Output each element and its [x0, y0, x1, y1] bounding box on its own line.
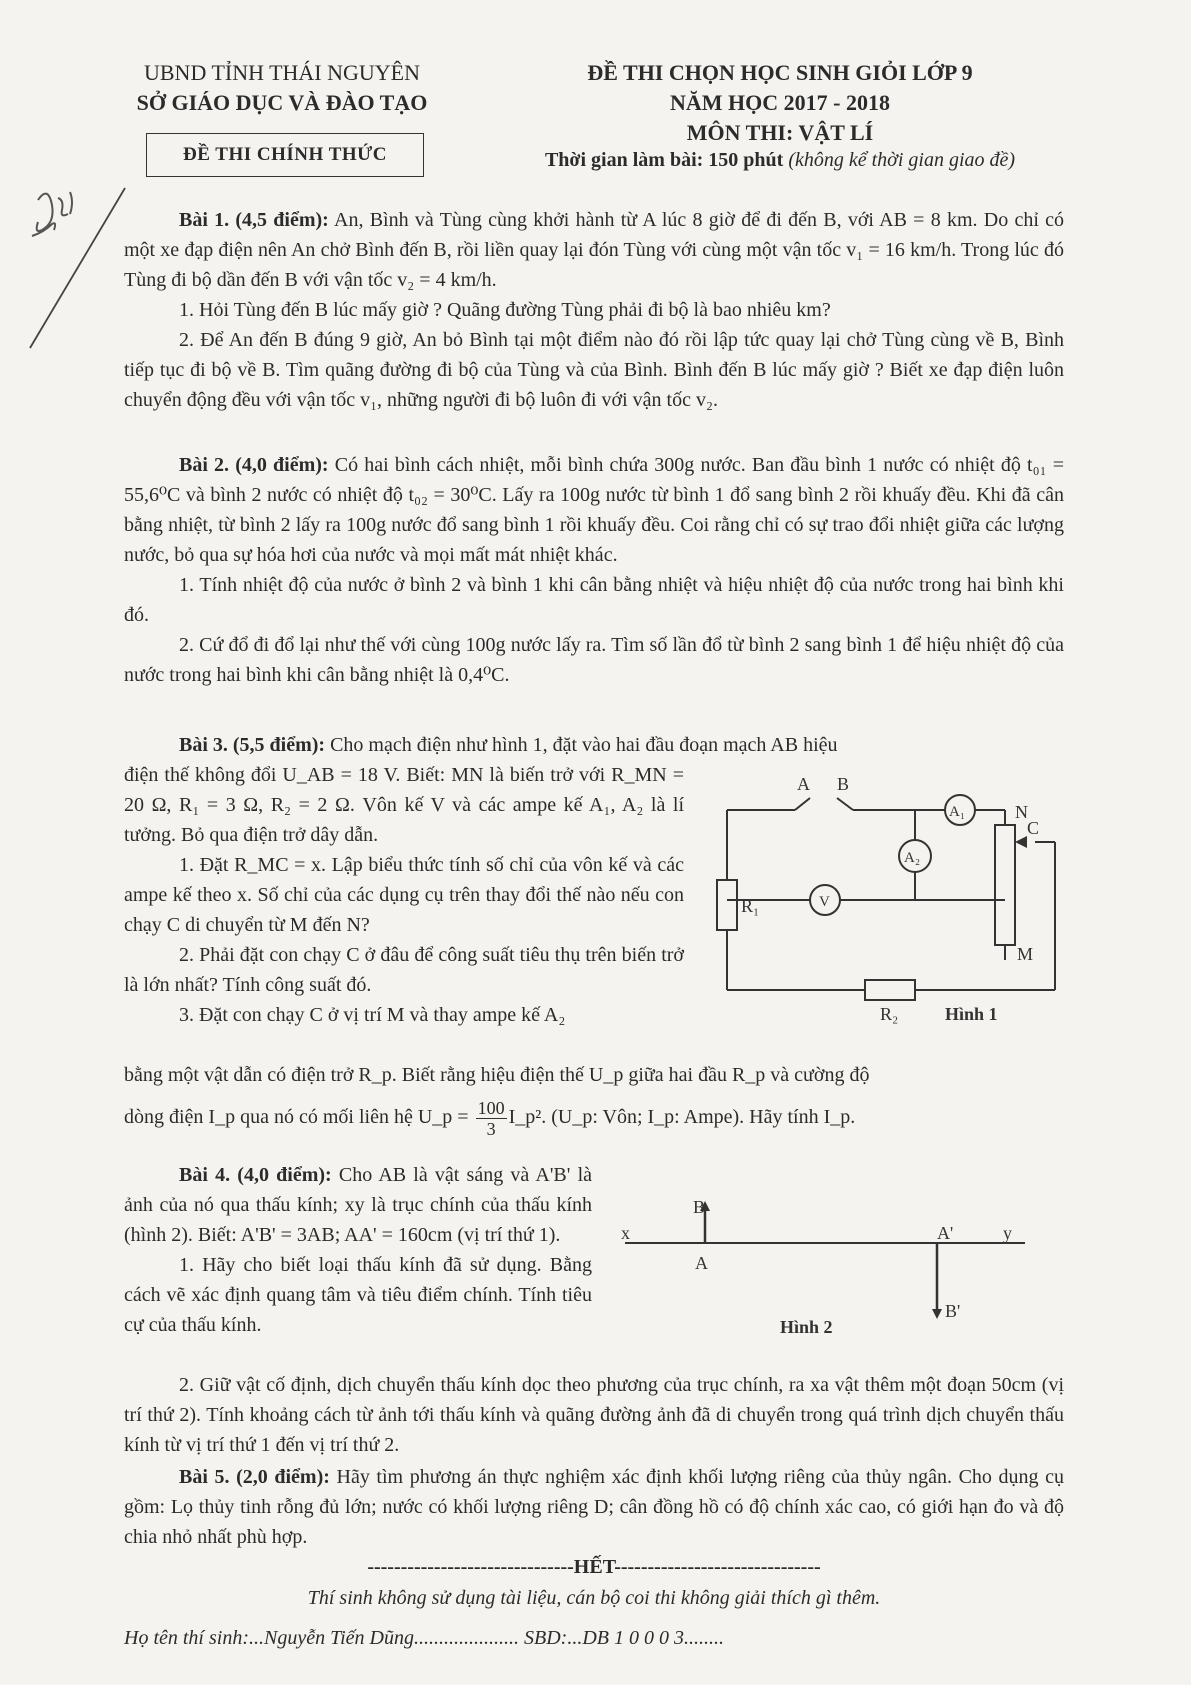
subject: MÔN THI: VẬT LÍ — [686, 120, 874, 145]
label-a1: A₁ — [949, 804, 966, 820]
exam-title: ĐỀ THI CHỌN HỌC SINH GIỎI LỚP 9 — [587, 60, 973, 85]
official-label: ĐỀ THI CHÍNH THỨC — [146, 133, 424, 177]
problem-5-text — [124, 1462, 1064, 1552]
problem-4-left — [124, 1160, 592, 1340]
footer-note: Thí sinh không sử dụng tài liệu, cán bộ coi thi không giải thích gì thêm. — [307, 1587, 881, 1609]
problem-4-text: Cho AB là vật sáng và A'B' là ảnh của nó qua thấu kính; xy là trục chính của thấu kính (hình 2). Biết: A'B' = 3AB; AA' = 160cm (vị trí thứ 1). — [124, 1164, 593, 1246]
label-b-object: B — [693, 1197, 706, 1217]
problem-1-heading: Bài 1. (4,5 điểm): — [179, 209, 329, 231]
problem-3-q3a: 3. Đặt con chạy C ở vị trí M và thay ampe kế A₂ — [179, 1004, 566, 1026]
problem-1 — [124, 205, 1064, 415]
label-c: C — [1027, 818, 1040, 838]
formula-fraction — [476, 1098, 507, 1139]
problem-2-q2: 2. Cứ đổ đi đổ lại như thế với cùng 100g nước lấy ra. Tìm số lần đổ từ bình 2 sang bình 1 để hiệu nhiệt độ của nước trong hai bình khi cân bằng nhiệt là 0,4⁰C. — [124, 634, 1064, 686]
problem-1-q1: 1. Hỏi Tùng đến B lúc mấy giờ ? Quãng đường Tùng phải đi bộ là bao nhiêu km? — [179, 299, 831, 321]
time-limit-note: (không kể thời gian giao đề) — [788, 149, 1016, 171]
label-r2: R₂ — [880, 1004, 899, 1024]
issuer-line2: SỞ GIÁO DỤC VÀ ĐÀO TẠO — [136, 90, 428, 115]
time-limit-label: Thời gian làm bài: 150 phút — [544, 149, 784, 171]
problem-1-text: An, Bình và Tùng cùng khởi hành từ A lúc 8 giờ để đi đến B, với AB = 8 km. Do chỉ có một xe đạp điện nên An chở Bình đến B, rồi liền quay lại đón Tùng với cùng một vận tốc v₁ = 16 km/h. Trong lúc đó Tùng đi bộ dần đến B với vận tốc v₂ = 4 km/h. — [124, 209, 1065, 291]
problem-2-heading: Bài 2. (4,0 điểm): — [179, 454, 329, 476]
problem-3-q3c-pre: dòng điện I_p qua nó có mối liên hệ — [124, 1106, 413, 1129]
problem-5 — [124, 1462, 1064, 1552]
problem-3 — [124, 730, 1064, 760]
end-marker: -------------------------------HẾT------------------------------- — [367, 1556, 821, 1578]
lens-figure — [615, 1195, 1035, 1345]
problem-4-intro — [124, 1160, 592, 1250]
formula-denominator: 3 — [486, 1119, 496, 1139]
problem-4-q2: 2. Giữ vật cố định, dịch chuyển thấu kính dọc theo phương của trục chính, ra xa vật thêm một đoạn 50cm (vị trí thứ 2). Tính khoảng cách từ ảnh tới thấu kính và quãng đường ảnh đã di chuyển trong quá trình dịch chuyển thấu kính từ vị trí thứ 1 đến vị trí thứ 2. — [124, 1374, 1064, 1456]
problem-3-text-a: Cho mạch điện như hình 1, đặt vào hai đầu đoạn mạch AB hiệu — [330, 734, 838, 756]
issuer-block — [112, 58, 452, 118]
problem-2-text: Có hai bình cách nhiệt, mỗi bình chứa 300g nước. Ban đầu bình 1 nước có nhiệt độ t₀₁ = 55,6⁰C và bình 2 nước có nhiệt độ t₀₂ = 30⁰C. Lấy ra 100g nước từ bình 1 đổ sang bình 2 rồi khuấy đều. Khi đã cân bằng nhiệt, từ bình 2 lấy ra 100g nước đổ sang bình 1 rồi khuấy đều. Coi rằng chỉ có sự trao đổi nhiệt giữa các lượng nước, bỏ qua sự hóa hơi của nước và mọi mất mát nhiệt khác. — [124, 454, 1065, 566]
problem-3-intro-b: điện thế không đổi U_AB = 18 V. Biết: MN là biến trở với R_MN = 20 Ω, R₁ = 3 Ω, R₂ = 2 Ω. Vôn kế V và các ampe kế A₁, A₂ là lí tưởng. Bỏ qua điện trở dây dẫn. — [124, 764, 684, 846]
formula-rhs: I_p². — [508, 1106, 547, 1129]
problem-3-left — [124, 760, 684, 1030]
problem-2-q1: 1. Tính nhiệt độ của nước ở bình 2 và bình 1 khi cân bằng nhiệt và hiệu nhiệt độ của nước trong hai bình khi đó. — [124, 574, 1064, 626]
problem-2-intro — [124, 450, 1064, 570]
label-b: B — [837, 774, 850, 794]
problem-3-q3c-post: (U_p: Vôn; I_p: Ampe). Hãy tính I_p. — [551, 1106, 856, 1129]
problem-4-bottom — [124, 1370, 1064, 1460]
label-a-image: A' — [937, 1223, 954, 1243]
time-limit — [470, 149, 1090, 172]
label-y: y — [1003, 1223, 1012, 1243]
label-a2: A₂ — [904, 850, 921, 866]
problem-1-q2: 2. Để An đến B đúng 9 giờ, An bỏ Bình tại một điểm nào đó rồi lập tức quay lại chở Tùng cùng về B, Bình tiếp tục đi bộ về B. Tìm quãng đường đi bộ của Tùng và của Bình. Bình đến B lúc mấy giờ ? Biết xe đạp điện luôn chuyển động đều với vận tốc v₁, những người đi bộ luôn đi với vận tốc v₂. — [124, 329, 1064, 411]
candidate-number-label: SBD: — [524, 1627, 568, 1649]
handwritten-signature — [10, 170, 140, 370]
exam-title-block — [470, 58, 1090, 148]
candidate-name: ...Nguyễn Tiến Dũng..................... — [249, 1627, 519, 1649]
problem-2 — [124, 450, 1064, 690]
label-b-image: B' — [945, 1301, 961, 1321]
candidate-name-label: Họ tên thí sinh: — [124, 1627, 249, 1649]
problem-3-heading: Bài 3. (5,5 điểm): — [179, 734, 326, 756]
circuit-figure — [715, 770, 1075, 1030]
candidate-line — [124, 1627, 1064, 1650]
label-n: N — [1015, 802, 1028, 822]
problem-3-q2: 2. Phải đặt con chạy C ở đâu để công suất tiêu thụ trên biến trở là lớn nhất? Tính công suất đó. — [124, 944, 684, 996]
label-a: A — [797, 774, 810, 794]
problem-3-intro-a — [124, 730, 1064, 760]
problem-1-intro — [124, 205, 1064, 295]
issuer-line1: UBND TỈNH THÁI NGUYÊN — [144, 60, 420, 85]
label-r1: R₁ — [741, 896, 760, 916]
problem-4-q1: 1. Hãy cho biết loại thấu kính đã sử dụng. Bằng cách vẽ xác định quang tâm và tiêu điểm chính. Tính tiêu cự của thấu kính. — [124, 1254, 592, 1336]
problem-3-q3b: bằng một vật dẫn có điện trở R_p. Biết rằng hiệu điện thế U_p giữa hai đầu R_p và cường độ — [124, 1064, 870, 1086]
problem-5-body: Hãy tìm phương án thực nghiệm xác định khối lượng riêng của thủy ngân. Cho dụng cụ gồm: Lọ thủy tinh rỗng đủ lớn; nước có khối lượng riêng D; cân đồng hồ có độ chính xác cao, có giới hạn đo và độ chia nhỏ nhất phù hợp. — [124, 1466, 1065, 1548]
formula-numerator: 100 — [477, 1098, 505, 1118]
label-a-object: A — [695, 1253, 708, 1273]
problem-3-q3c — [124, 1098, 1064, 1139]
fig2-caption: Hình 2 — [780, 1317, 833, 1337]
fig1-caption: Hình 1 — [945, 1004, 998, 1024]
formula-lhs: U_p = — [417, 1106, 469, 1129]
problem-5-heading: Bài 5. (2,0 điểm): — [179, 1466, 330, 1488]
formula — [417, 1098, 547, 1139]
school-year: NĂM HỌC 2017 - 2018 — [670, 90, 890, 115]
problem-3-q1: 1. Đặt R_MC = x. Lập biểu thức tính số chỉ của vôn kế và các ampe kế theo x. Số chỉ của các dụng cụ trên thay đổi thế nào nếu con chạy C di chuyển từ M đến N? — [124, 854, 684, 936]
problem-3-bottom — [124, 1060, 1064, 1139]
problem-4-heading: Bài 4. (4,0 điểm): — [179, 1164, 332, 1186]
label-v: V — [819, 894, 830, 910]
candidate-number: ...DB 1 0 0 0 3........ — [567, 1627, 724, 1649]
label-m: M — [1017, 944, 1034, 964]
label-x: x — [621, 1223, 630, 1243]
